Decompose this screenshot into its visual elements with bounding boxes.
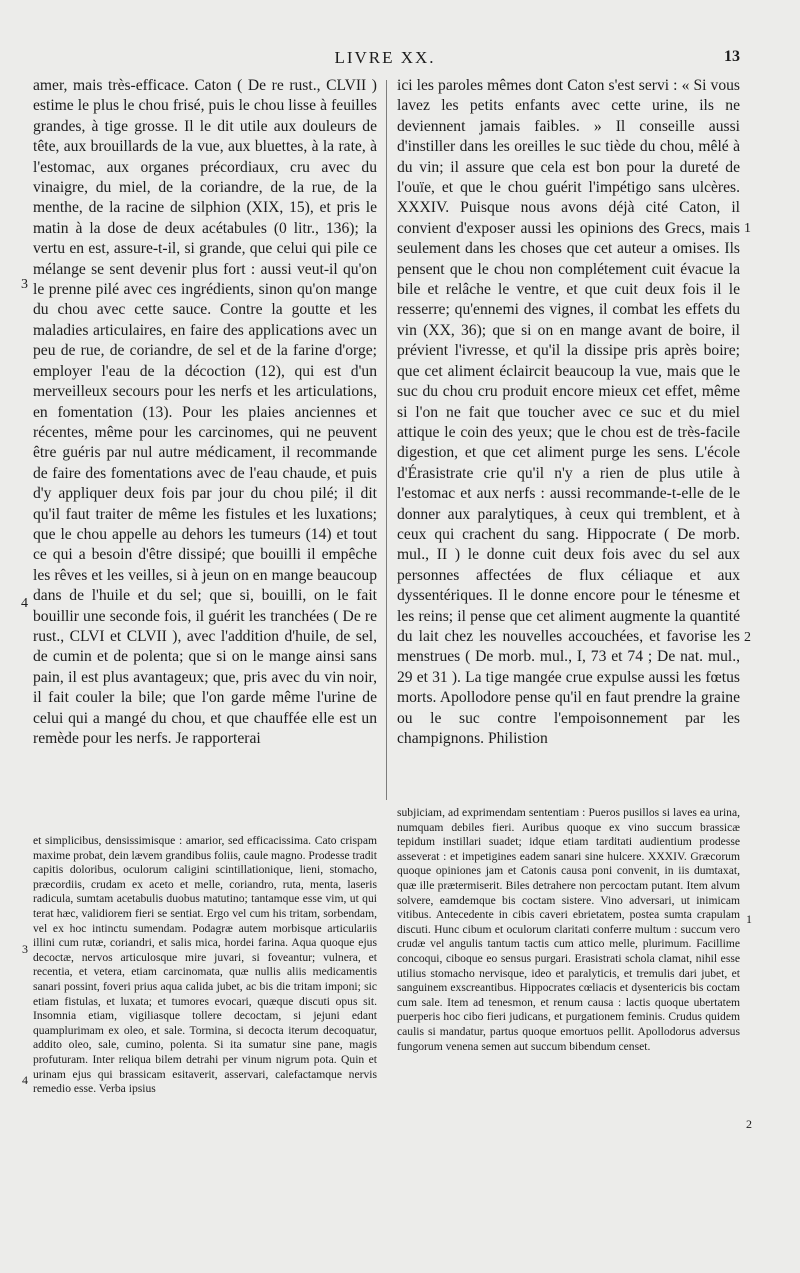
margin-number: 2 [744,630,751,645]
page-number: 13 [724,48,740,65]
margin-number: 1 [744,221,751,236]
margin-number: 3 [22,942,28,956]
latin-text-right: subjiciam, ad exprimendam sententiam : Pueros pusillos si laves ea urina, numquam debiles fieri. Auribus quoque ex vino succum brassicæ tepidum instillari suadet; idque etiam tarditati audientium prodesse asseverat : et impetigines eadem sanari sine hulcere. XXXIV. Græcorum quoque opiniones jam et Catonis causa poni convenit, in iis dumtaxat, quæ ille prætermiserit. Biles detrahere non percoctam putant. Item alvum solvere, eamdemque bis coctam sistere. Vino adversari, ut inimicam vitibus. Antecedente in cibis caveri ebrietatem, postea sumta crapulam discuti. Hunc cibum et oculorum claritati conferre multum : succum vero crudæ vel angulis tantum tactis cum attico melle, plurimum. Facillime concoqui, ciboque eo sensus purgari. Erasistrati schola clamat, nihil esse utilius stomacho nervisque, ideo et paralyticis, et tremulis dari jubet, et sanguinem exscreantibus. Hippocrates cœliacis et dysentericis bis coctam cum sale. Item ad tenesmon, et renum causa : lactis quoque ubertatem puerperis hoc cibo fieri judicans, et purgationem feminis. Crudus quidem caulis si mandatur, partus quoque emortuos pellit. Apollodorus adversus fungorum venena semen aut succum bibendum censet. [397,806,740,1053]
latin-column-right [397,806,740,1196]
margin-number: 1 [746,912,752,926]
margin-number: 3 [21,277,28,292]
margin-number: 2 [746,1117,752,1131]
running-title: LIVRE XX. [334,48,436,67]
french-column-right [397,76,740,808]
column-divider [386,80,387,800]
latin-text-left: et simplicibus, densissimisque : amarior, sed efficacissima. Cato crispam maxime probat, dein lævem grandibus foliis, caule magno. Prodesse tradit capitis doloribus, oculorum caligini scintillationique, lieni, stomacho, præcordiis, crudam ex aceto et melle, coriandro, ruta, menta, laseris radicula, sumtam acetabulis duobus matutino; tantamque esse vim, ut qui terat hæc, validiorem fieri se sentiat. Ergo vel cum his tritam, sorbendam, vel ex hoc intinctu sumendam. Podagræ autem morbisque articulariis illini cum rutæ, coriandri, et salis mica, hordei farina. Aqua quoque ejus decoctæ, nervos articulosque mire juvari, si foveantur; vulnera, et recentia, et vetera, etiam carcinomata, quæ nullis aliis medicamentis sanari possint, foveri prius aqua calida jubet, ac bis die tritam imponi; sic etiam fistulas, et luxata; et tumores evocari, quæque discuti opus sit. Insomnia etiam, vigiliasque tollere decoctam, si jejuni edant quamplurimam ex oleo, et sale. Tormina, si decocta iterum decoquatur, addito oleo, sale, cumino, polenta. Si ita sumatur sine pane, magis profuturam. Inter reliqua bilem detrahi per vinum nigrum pota. Quin et urinam ejus qui brassicam esitaverit, asservari, calefactamque nervis remedio esse. Verba ipsius [33,834,377,1096]
french-column-left [33,76,377,808]
latin-column-left [33,834,377,1194]
margin-number: 4 [22,1073,28,1087]
margin-number: 4 [21,596,28,611]
running-header [30,48,740,72]
french-text-right: ici les paroles mêmes dont Caton s'est servi : « Si vous lavez les petits enfants avec cette urine, ils ne deviennent jamais faibles. » Il conseille aussi d'instiller dans les oreilles le suc tiède du chou, mêlé à du vin; il assure que cela est bon pour la dureté de l'ouïe, et que le chou guérit l'impétigo sans ulcères. XXXIV. Puisque nous avons déjà cité Caton, il convient d'exposer aussi les opinions des Grecs, mais seulement dans les choses que cet auteur a omises. Ils pensent que le chou non complétement cuit évacue la bile et relâche le ventre, et que cuit deux fois il le resserre; qu'ennemi des vignes, il combat les effets du vin (XX, 36); que si on en mange avant de boire, il prévient l'ivresse, et qu'il la dissipe pris après boire; que cet aliment éclaircit beaucoup la vue, mais que le suc du chou cru produit encore mieux cet effet, même si l'on ne fait que toucher avec ce suc et du miel attique le coin des yeux; que le chou est de très-facile digestion, et que cet aliment purge les sens. L'école d'Érasistrate crie qu'il n'y a rien de plus utile à l'estomac et aux nerfs : aussi recommande-t-elle de le donner aux paralytiques, à ceux qui tremblent, et à ceux qui crachent du sang. Hippocrate ( De morb. mul., II ) le donne cuit deux fois avec du sel aux personnes affectées de flux céliaque et aux dyssentériques. Il le donne encore pour le ténesme et les reins; il pense que cet aliment augmente la quantité du lait chez les nouvelles accouchées, et favorise les menstrues ( De morb. mul., I, 73 et 74 ; De nat. mul., 29 et 31 ). La tige mangée crue expulse aussi les fœtus morts. Apollodore pense qu'il en faut prendre la graine ou le suc contre l'empoisonnement par les champignons. Philistion [397,77,740,747]
french-text-left: amer, mais très-efficace. Caton ( De re rust., CLVII ) estime le plus le chou frisé, puis le chou lisse à feuilles grandes, à tige grosse. Il le dit utile aux douleurs de tête, aux brouillards de la vue, aux bluettes, à la rate, à l'estomac, aux organes précordiaux, cru avec du vinaigre, du miel, de la coriandre, de la rue, de la menthe, de la racine de silphion (XIX, 15), et pris le matin à la dose de deux acétabules (0 litr., 136); la vertu en est, assure-t-il, si grande, que celui qui pile ce mélange se sent devenir plus fort : aussi veut-il qu'on le prenne pilé avec ces ingrédients, sinon qu'on mange du chou avec cette sauce. Contre la goutte et les maladies articulaires, en faire des applications avec un peu de rue, de coriandre, de sel et de la farine d'orge; employer l'eau de la décoction (12), qui est d'un merveilleux secours pour les nerfs et les articulations, en fomentation (13). Pour les plaies anciennes et récentes, même pour les carcinomes, qui ne peuvent être guéris par nul autre médicament, il recommande de faire des fomentations avec de l'eau chaude, et puis d'y appliquer deux fois par jour du chou pilé; il dit qu'il faut traiter de même les fistules et les luxations; que le chou appelle au dehors les tumeurs (14) et tout ce qui a besoin d'être dissipé; que bouilli il empêche les rêves et les veilles, si à jeun on en mange beaucoup dans de l'huile et du sel; que si, bouilli, on le fait bouillir une seconde fois, il guérit les tranchées ( De re rust., CLVI et CLVII ), avec l'addition d'huile, de sel, de cumin et de polenta; que si on le mange ainsi sans pain, il est plus avantageux; que, pris avec du vin noir, il fait couler la bile; que l'on garde même l'urine de celui qui a mangé du chou, et que chauffée elle est un remède pour les nerfs. Je rapporterai [33,77,377,747]
